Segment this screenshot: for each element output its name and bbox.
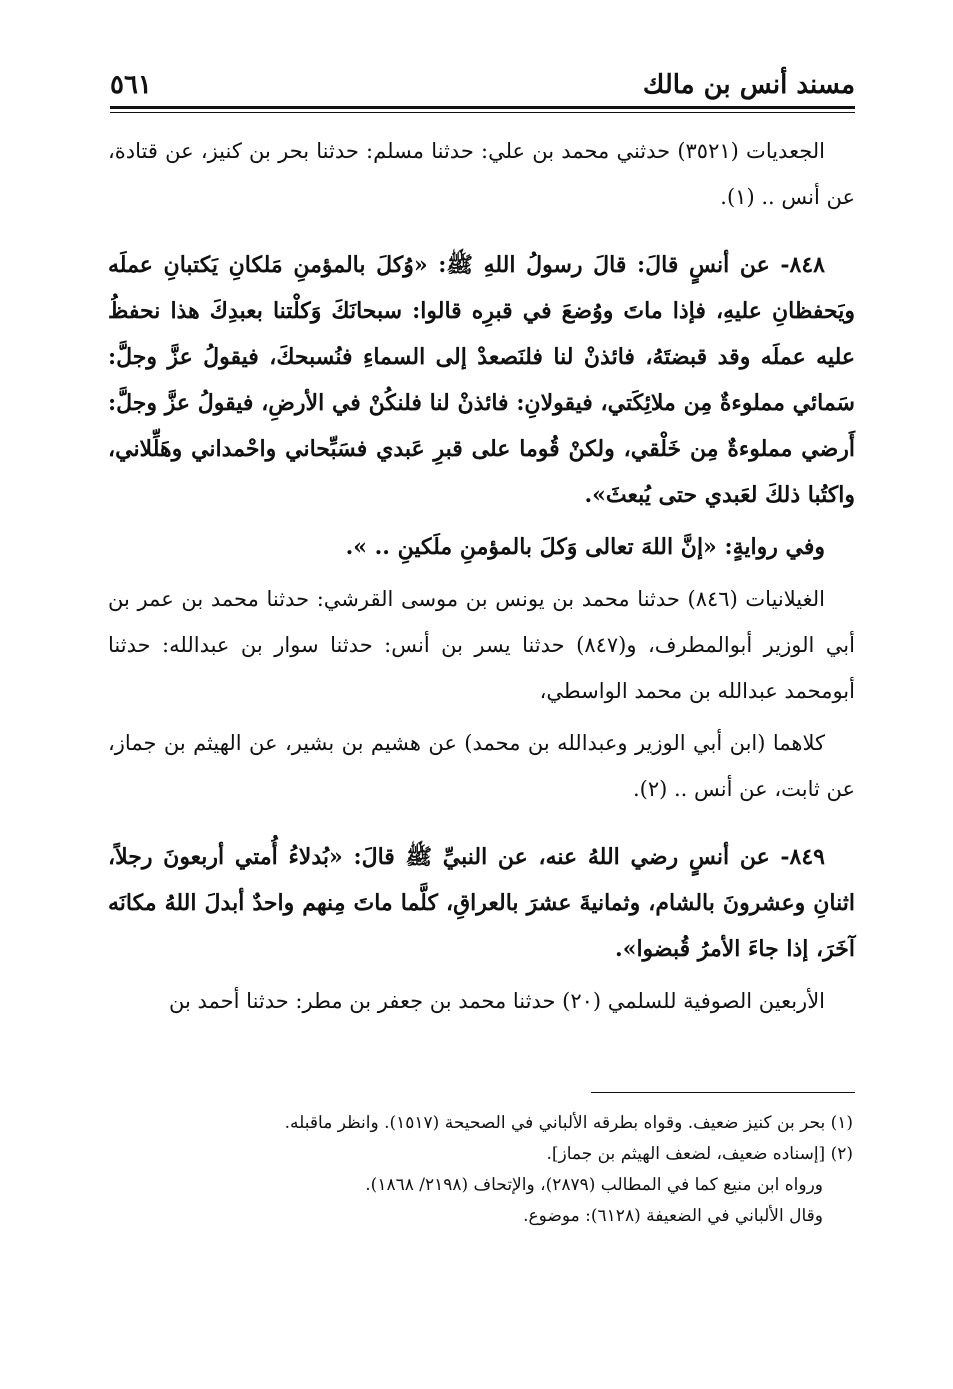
main-text [108, 128, 855, 1024]
footnote-divider [591, 1092, 855, 1093]
footnotes [108, 1108, 853, 1232]
hadith-849: ٨٤٩- عن أنسٍ رضي اللهُ عنه، عن النبيِّ ﷺ قالَ: «بُدلاءُ أُمتي أربعونَ رجلاً، اثنانِ وعشرونَ بالشام، وثمانيةَ عشرَ بالعراقِ، كلَّما ماتَ مِنهم واحدٌ أبدلَ اللهُ مكانَه آخَرَ، إذا جاءَ الأمرُ قُبضوا». [108, 844, 855, 962]
page-header [110, 62, 855, 116]
source-paragraph-jaadiyat: الجعديات (٣٥٢١) حدثني محمد بن علي: حدثنا مسلم: حدثنا بحر بن كنيز، عن قتادة، عن أنس .. (١). [108, 139, 855, 209]
source-paragraph-kilahuma: كلاهما (ابن أبي الوزير وعبدالله بن محمد) عن هشيم بن بشير، عن الهيثم بن جماز، عن ثابت، عن أنس .. (٢). [108, 731, 855, 801]
footnote-1: (١) بحر بن كنيز ضعيف. وقواه بطرقه الألباني في الصحيحة (١٥١٧). وانظر ماقبله. [284, 1113, 853, 1133]
source-paragraph-arbaeen: الأربعين الصوفية للسلمي (٢٠) حدثنا محمد بن جعفر بن مطر: حدثنا أحمد بن [169, 989, 825, 1013]
footnote-2-line-a: ورواه ابن منيع كما في المطالب (٢٨٧٩)، والإتحاف (٢١٩٨/ ١٨٦٨). [365, 1175, 823, 1195]
page-number: ٥٦١ [110, 70, 152, 100]
hadith-848-riwaya: وفي روايةٍ: «إنَّ اللهَ تعالى وَكلَ بالمؤمنِ ملَكينِ .. ». [345, 534, 825, 560]
header-rule-thin [110, 112, 855, 113]
running-title: مسند أنس بن مالك [642, 70, 855, 100]
hadith-848: ٨٤٨- عن أنسٍ قالَ: قالَ رسولُ اللهِ ﷺ: «وُكلَ بالمؤمنِ مَلكانِ يَكتبانِ عملَه ويَحفظانِ عليهِ، فإذا ماتَ ووُضعَ في قبرِه قالوا: سبحانَكَ وَكلْتنا بعبدِكَ هذا نحفظُ عليه عملَه وقد قبضتَهُ، فائذنْ لنا فلنَصعدْ إلى السماءِ فنُسبحكَ، فيقولُ عزَّ وجلَّ: سَمائي مملوءةٌ مِن ملائِكَتي، فيقولانِ: فائذنْ لنا فلنكُنْ في الأرضِ، فيقولُ عزَّ وجلَّ: أَرضي مملوءةٌ مِن خَلْقي، ولكنْ قُوما على قبرِ عَبدي فسَبِّحاني واحْمداني وهَلِّلاني، واكتُبا ذلكَ لعَبدي حتى يُبعثَ». [108, 252, 855, 508]
source-paragraph-ghailaniyat: الغيلانيات (٨٤٦) حدثنا محمد بن يونس بن موسى القرشي: حدثنا محمد بن عمر بن أبي الوزير أبوالمطرف، و(٨٤٧) حدثنا يسر بن أنس: حدثنا سوار بن عبدالله: حدثنا أبومحمد عبدالله بن محمد الواسطي، [108, 587, 855, 703]
header-rule-thick [110, 106, 855, 109]
footnote-2-line-b: وقال الألباني في الضعيفة (٦١٢٨): موضوع. [523, 1206, 823, 1226]
footnote-2: (٢) [إسناده ضعيف، لضعف الهيثم بن جماز]. [546, 1144, 853, 1164]
